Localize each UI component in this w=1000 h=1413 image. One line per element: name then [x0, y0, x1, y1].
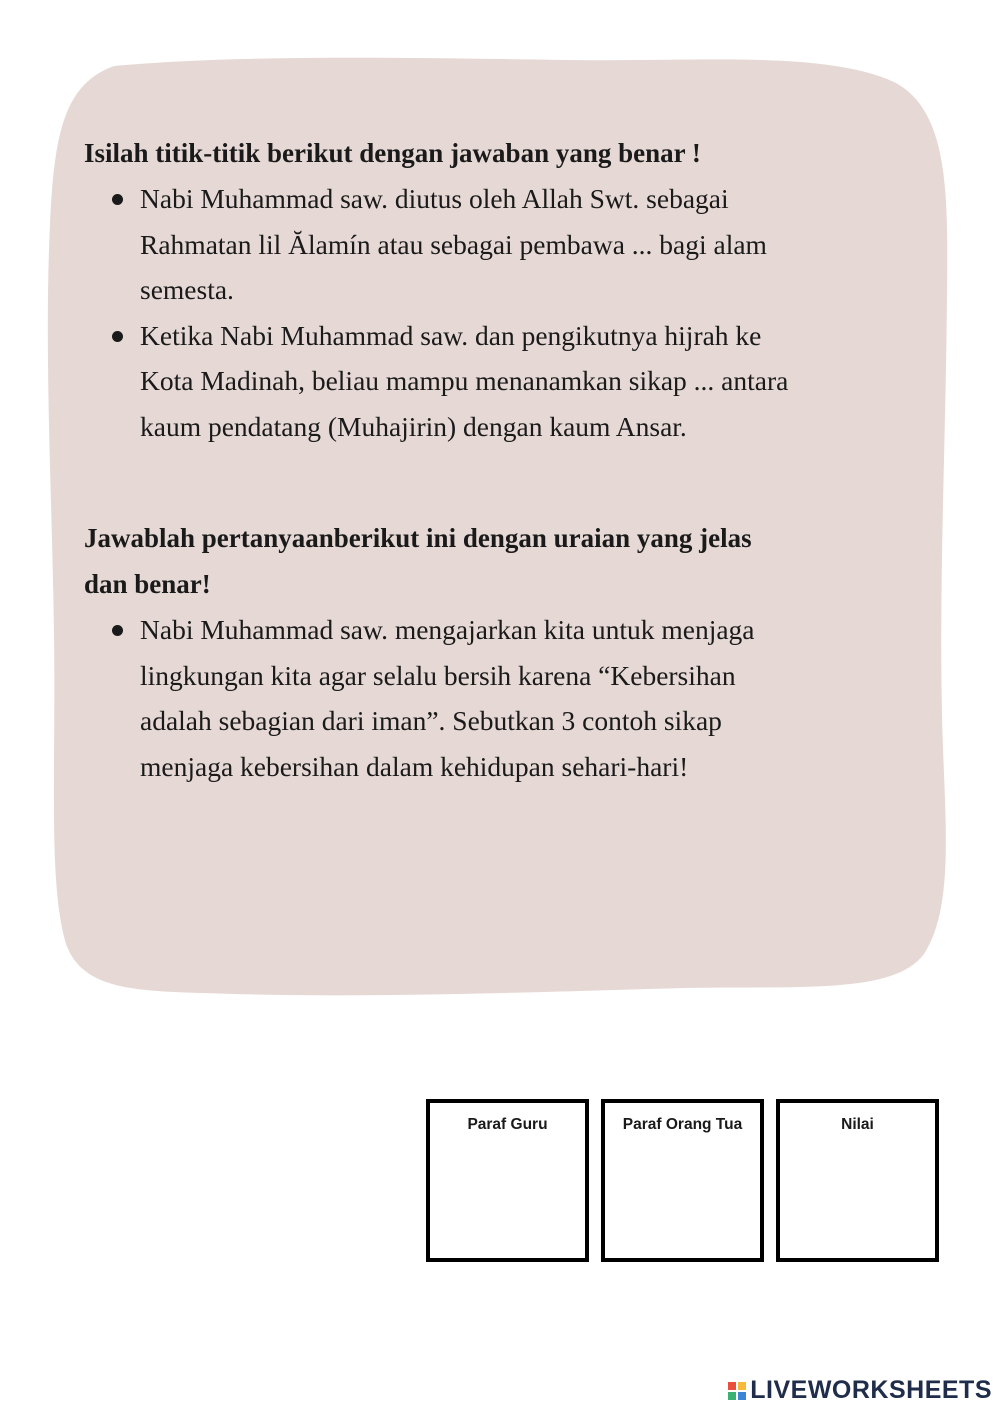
section-2-list	[84, 607, 924, 789]
item-line: semesta.	[140, 274, 234, 305]
item-line: Kota Madinah, beliau mampu menanamkan sikap ... antara	[140, 365, 789, 396]
liveworksheets-logo[interactable]	[728, 1376, 992, 1405]
section-1-list	[84, 176, 924, 449]
section-2-heading	[84, 515, 924, 607]
score-box[interactable]	[776, 1099, 939, 1262]
item-line: Nabi Muhammad saw. diutus oleh Allah Swt. sebagai	[140, 183, 729, 214]
item-line: lingkungan kita agar selalu bersih karena “Kebersihan	[140, 659, 736, 691]
logo-square	[728, 1382, 736, 1390]
heading-line: dan benar!	[84, 569, 211, 599]
item-line: kaum pendatang (Muhajirin) dengan kaum Ansar.	[140, 410, 687, 442]
bullet-icon	[112, 331, 123, 342]
list-item	[84, 607, 924, 789]
logo-squares-icon	[728, 1382, 746, 1400]
bullet-icon	[112, 625, 123, 636]
bullet-icon	[112, 194, 123, 205]
item-line: adalah sebagian dari iman”. Sebutkan 3 contoh sikap	[140, 705, 722, 736]
parent-signature-box[interactable]	[601, 1099, 764, 1262]
parent-signature-label: Paraf Orang Tua	[622, 1116, 743, 1133]
teacher-signature-label: Paraf Guru	[467, 1116, 548, 1133]
signature-boxes	[426, 1099, 951, 1262]
logo-text: LIVEWORKSHEETS	[750, 1376, 992, 1404]
item-line: Rahmatan lil Ălamín atau sebagai pembawa ... bagi alam	[140, 228, 767, 260]
score-label: Nilai	[841, 1116, 874, 1133]
list-item	[84, 176, 924, 313]
item-line: Ketika Nabi Muhammad saw. dan pengikutnya hijrah ke	[140, 319, 762, 351]
list-item	[84, 313, 924, 450]
section-1-heading: Isilah titik-titik berikut dengan jawaban yang benar !	[84, 138, 701, 168]
logo-square	[738, 1392, 746, 1400]
item-line: Nabi Muhammad saw. mengajarkan kita untuk menjaga	[140, 614, 755, 645]
heading-line: Jawablah pertanyaanberikut ini dengan uraian yang jelas	[84, 523, 752, 553]
item-line: menjaga kebersihan dalam kehidupan sehari-hari!	[140, 750, 689, 782]
worksheet-content	[84, 128, 924, 789]
teacher-signature-box[interactable]	[426, 1099, 589, 1262]
logo-square	[738, 1382, 746, 1390]
logo-square	[728, 1392, 736, 1400]
